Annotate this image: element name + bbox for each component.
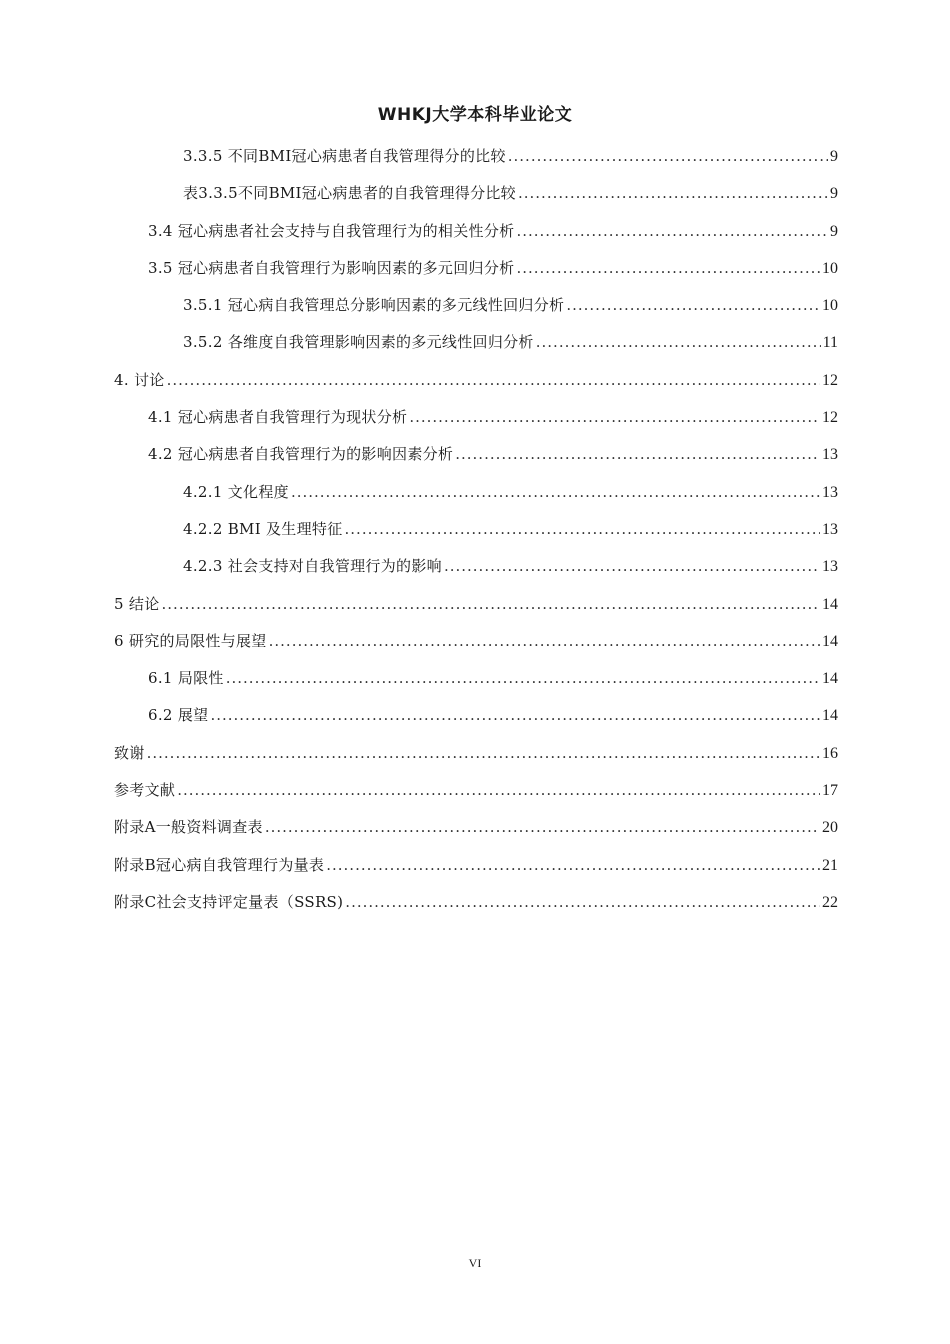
toc-dot-leader (409, 399, 820, 436)
toc-entry-label: 5 结论 (114, 594, 160, 613)
toc-entry-references[interactable] (114, 772, 838, 809)
toc-entry-page: 21 (822, 856, 838, 874)
toc-entry-5[interactable] (114, 586, 838, 623)
toc-entry-page: 11 (822, 334, 838, 352)
toc-entry-appendix-a[interactable] (114, 809, 838, 846)
toc-entry-label: 3.5.2 各维度自我管理影响因素的多元线性回归分析 (183, 333, 534, 352)
toc-entry-page: 13 (822, 520, 838, 538)
toc-entry-label: 4.2 冠心病患者自我管理行为的影响因素分析 (148, 445, 454, 464)
toc-entry-label: 3.4 冠心病患者社会支持与自我管理行为的相关性分析 (148, 221, 515, 240)
toc-dot-leader (345, 511, 820, 548)
toc-entry-label: 4.1 冠心病患者自我管理行为现状分析 (148, 408, 408, 427)
toc-dot-leader (162, 586, 820, 623)
toc-entry-page: 20 (822, 819, 838, 837)
toc-dot-leader (345, 884, 820, 921)
toc-dot-leader (455, 436, 820, 473)
toc-entry-3-5[interactable] (114, 250, 838, 287)
toc-entry-page: 14 (822, 632, 838, 650)
toc-entry-table-3-3-5[interactable] (114, 175, 838, 212)
toc-entry-appendix-c[interactable] (114, 884, 838, 921)
toc-entry-page: 13 (822, 558, 838, 576)
toc-entry-page: 17 (822, 782, 838, 800)
toc-dot-leader (210, 697, 820, 734)
toc-entry-page: 9 (830, 148, 838, 165)
toc-entry-appendix-b[interactable] (114, 847, 838, 884)
toc-entry-page: 10 (822, 297, 838, 315)
toc-dot-leader (265, 809, 820, 846)
toc-entry-3-3-5[interactable] (114, 138, 838, 175)
toc-entry-label: 4.2.3 社会支持对自我管理行为的影响 (183, 557, 442, 576)
toc-entry-label: 4. 讨论 (114, 370, 165, 389)
toc-entry-4-2-1[interactable] (114, 474, 838, 511)
toc-entry-page: 9 (830, 222, 838, 240)
page-header-title: WHKJ大学本科毕业论文 (377, 105, 573, 125)
toc-entry-page: 14 (822, 707, 838, 725)
toc-entry-label: 6.1 局限性 (148, 669, 224, 688)
toc-entry-4-2-2[interactable] (114, 511, 838, 548)
table-of-contents (114, 138, 838, 921)
toc-dot-leader (147, 735, 820, 772)
toc-entry-page: 13 (822, 446, 838, 464)
toc-entry-page: 14 (822, 595, 838, 613)
toc-entry-4-2-3[interactable] (114, 548, 838, 585)
toc-dot-leader (177, 772, 820, 809)
toc-entry-6-2[interactable] (114, 697, 838, 734)
toc-entry-label: 附录C社会支持评定量表（SSRS) (114, 892, 344, 911)
toc-entry-page: 10 (822, 259, 838, 277)
toc-entry-3-5-2[interactable] (114, 324, 838, 361)
toc-dot-leader (516, 250, 820, 287)
page-number: VI (468, 1256, 482, 1270)
toc-entry-4[interactable] (114, 362, 838, 399)
toc-entry-acknowledgements[interactable] (114, 735, 838, 772)
toc-entry-page: 14 (822, 670, 838, 688)
toc-entry-page: 12 (822, 371, 838, 389)
toc-entry-4-2[interactable] (114, 436, 838, 473)
toc-entry-3-5-1[interactable] (114, 287, 838, 324)
toc-entry-label: 3.3.5 不同BMI冠心病患者自我管理得分的比较 (183, 147, 506, 165)
toc-entry-3-4[interactable] (114, 213, 838, 250)
toc-entry-label: 附录B冠心病自我管理行为量表 (114, 855, 325, 874)
toc-dot-leader (167, 362, 820, 399)
toc-entry-page: 9 (830, 185, 838, 203)
toc-dot-leader (508, 138, 828, 175)
toc-dot-leader (326, 847, 820, 884)
toc-dot-leader (226, 660, 820, 697)
toc-dot-leader (444, 548, 820, 585)
toc-entry-6[interactable] (114, 623, 838, 660)
toc-dot-leader (291, 474, 820, 511)
toc-entry-6-1[interactable] (114, 660, 838, 697)
toc-entry-page: 12 (822, 409, 838, 427)
toc-entry-label: 4.2.1 文化程度 (183, 482, 289, 501)
toc-entry-label: 3.5 冠心病患者自我管理行为影响因素的多元回归分析 (148, 258, 515, 277)
toc-entry-label: 致谢 (114, 743, 145, 762)
toc-entry-label: 6.2 展望 (148, 706, 209, 725)
toc-entry-label: 4.2.2 BMI 及生理特征 (183, 519, 343, 538)
toc-entry-label: 6 研究的局限性与展望 (114, 631, 267, 650)
toc-entry-page: 22 (822, 893, 838, 911)
toc-entry-label: 参考文献 (114, 781, 176, 800)
toc-entry-label: 表3.3.5不同BMI冠心病患者的自我管理得分比较 (183, 184, 516, 203)
toc-entry-label: 附录A一般资料调查表 (114, 818, 263, 837)
toc-dot-leader (269, 623, 820, 660)
toc-entry-4-1[interactable] (114, 399, 838, 436)
toc-dot-leader (536, 324, 821, 361)
toc-dot-leader (516, 213, 828, 250)
toc-entry-label: 3.5.1 冠心病自我管理总分影响因素的多元线性回归分析 (183, 296, 565, 315)
toc-entry-page: 13 (822, 483, 838, 501)
toc-dot-leader (518, 175, 828, 212)
toc-entry-page: 16 (822, 744, 838, 762)
toc-dot-leader (566, 287, 820, 324)
